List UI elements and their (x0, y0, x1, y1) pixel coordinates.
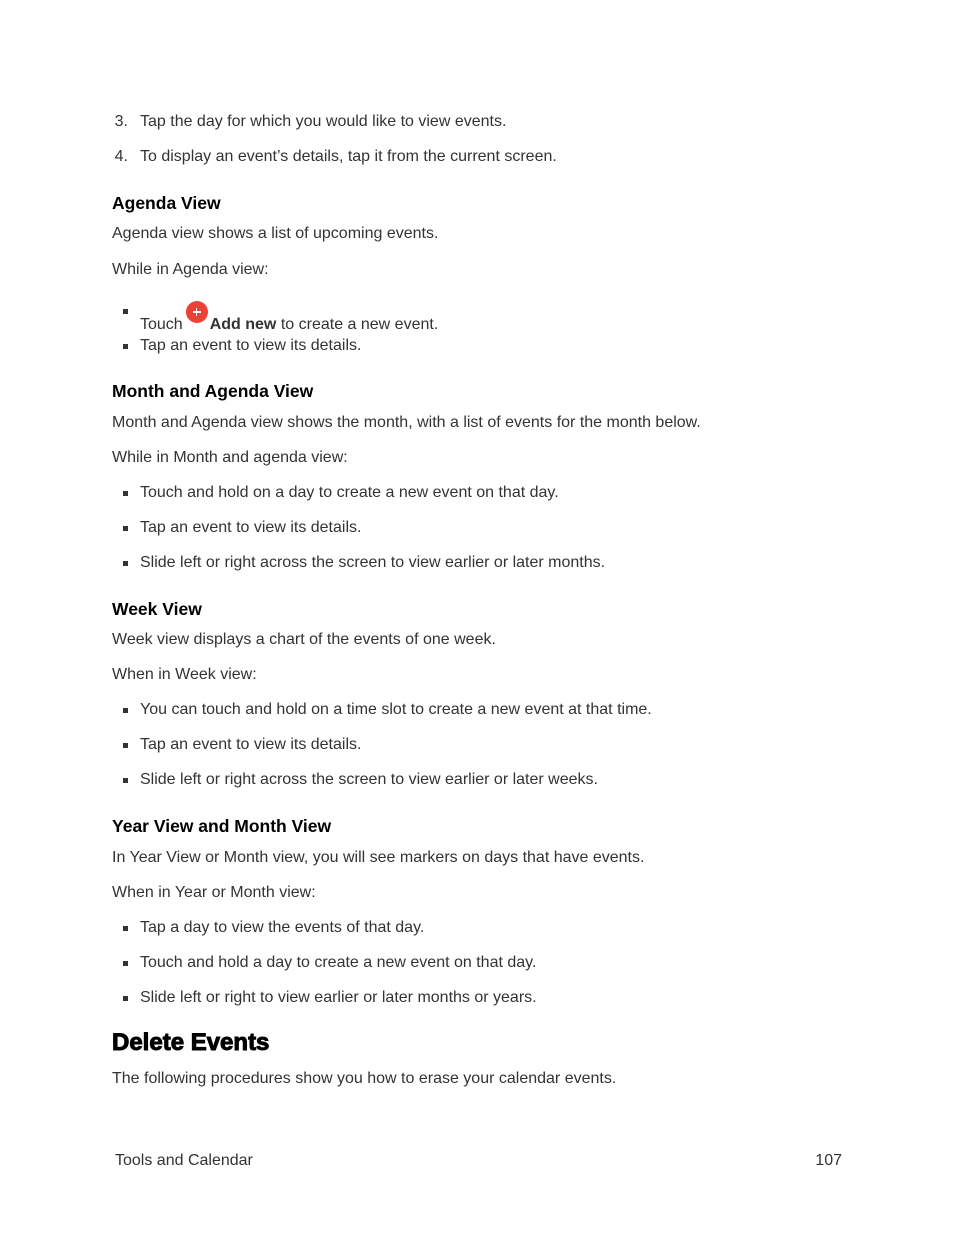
step-number: 3. (114, 113, 128, 130)
footer-section-title: Tools and Calendar (115, 1152, 253, 1169)
list-item: Slide left or right across the screen to view earlier or later months. (140, 554, 606, 571)
section-description: The following procedures show you how to erase your calendar events. (112, 1070, 617, 1087)
section-intro: When in Year or Month view: (112, 884, 316, 901)
list-item: Tap a day to view the events of that day. (140, 919, 425, 936)
list-item-text: to create a new event. (280, 316, 439, 333)
step-text: Tap the day for which you would like to view events. (140, 113, 507, 130)
section-description: Week view displays a chart of the events of one week. (112, 631, 496, 648)
list-item: Tap an event to view its details. (140, 736, 362, 753)
section-description: Month and Agenda view shows the month, with a list of events for the month below. (112, 414, 701, 431)
section-heading-agenda-view: Agenda View (112, 193, 221, 213)
step-text: To display an event’s details, tap it from the current screen. (140, 148, 557, 165)
bullet-marker (123, 926, 128, 931)
section-heading-month-agenda-view: Month and Agenda View (112, 381, 314, 401)
list-item: Slide left or right to view earlier or later months or years. (140, 989, 537, 1006)
bullet-marker (123, 778, 128, 783)
bullet-marker (123, 561, 128, 566)
section-description: Agenda view shows a list of upcoming events. (112, 225, 439, 242)
bullet-marker (123, 526, 128, 531)
bullet-marker (123, 961, 128, 966)
list-item: You can touch and hold on a time slot to create a new event at that time. (140, 701, 652, 718)
list-item (140, 301, 438, 335)
add-new-label: Add new (209, 316, 277, 333)
section-intro: While in Month and agenda view: (112, 449, 348, 466)
list-item: Tap an event to view its details. (140, 519, 362, 536)
bullet-marker (123, 491, 128, 496)
section-intro: While in Agenda view: (112, 261, 269, 278)
list-item: Touch and hold a day to create a new event on that day. (140, 954, 537, 971)
bullet-marker (123, 743, 128, 748)
list-item: Slide left or right across the screen to view earlier or later weeks. (140, 771, 598, 788)
section-intro: When in Week view: (112, 666, 257, 683)
bullet-marker (123, 996, 128, 1001)
bullet-marker (123, 344, 128, 349)
section-heading-year-month-view: Year View and Month View (112, 816, 332, 836)
bullet-marker (123, 708, 128, 713)
step-number: 4. (114, 148, 128, 165)
list-item: Touch and hold on a day to create a new event on that day. (140, 484, 559, 501)
section-description: In Year View or Month view, you will see markers on days that have events. (112, 849, 645, 866)
list-item: Tap an event to view its details. (140, 337, 362, 354)
section-heading-week-view: Week View (112, 599, 202, 619)
bullet-marker (123, 309, 128, 314)
add-new-icon (186, 301, 208, 323)
section-heading-delete-events: Delete Events (112, 1029, 270, 1056)
list-item-text: Touch (140, 316, 183, 333)
footer-page-number: 107 (815, 1152, 842, 1169)
